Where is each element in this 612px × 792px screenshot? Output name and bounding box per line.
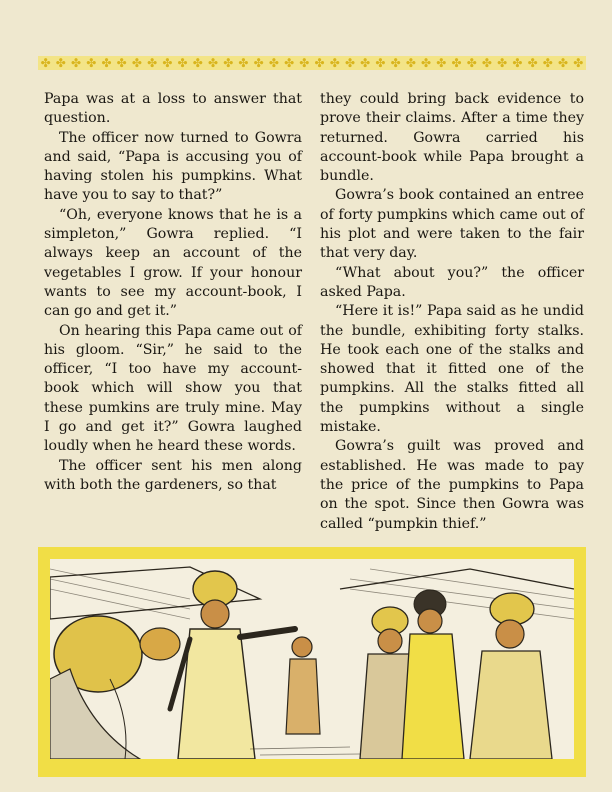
band-ornament-icon: ✤ [71, 56, 82, 70]
band-ornament-icon: ✤ [405, 56, 416, 70]
band-ornament-icon: ✤ [299, 56, 310, 70]
band-ornament-icon: ✤ [162, 56, 173, 70]
band-ornament-icon: ✤ [284, 56, 295, 70]
illustration-market-scene [50, 559, 574, 759]
band-ornament-icon: ✤ [329, 56, 340, 70]
band-ornament-icon: ✤ [558, 56, 569, 70]
decorative-border-band [38, 56, 586, 70]
band-ornament-icon: ✤ [497, 56, 508, 70]
band-ornament-icon: ✤ [40, 56, 51, 70]
band-ornament-icon: ✤ [101, 56, 112, 70]
band-ornament-icon: ✤ [177, 56, 188, 70]
paragraph: Papa was at a loss to answer that question. [44, 91, 302, 127]
band-ornament-icon: ✤ [238, 56, 249, 70]
band-ornament-icon: ✤ [421, 56, 432, 70]
paragraph: The officer now turned to Gowra and said, “Papa is accusing you of having stolen his pumpkins. What have you to say to that?” [44, 129, 302, 204]
illustration-frame [38, 547, 586, 777]
band-ornament-icon: ✤ [253, 56, 264, 70]
band-ornament-icon: ✤ [481, 56, 492, 70]
band-ornament-icon: ✤ [86, 56, 97, 70]
band-ornament-icon: ✤ [390, 56, 401, 70]
band-ornament-icon: ✤ [466, 56, 477, 70]
band-ornament-icon: ✤ [436, 56, 447, 70]
band-ornament-icon: ✤ [116, 56, 127, 70]
text-column-right [320, 90, 584, 534]
band-ornament-icon: ✤ [451, 56, 462, 70]
band-ornament-icon: ✤ [314, 56, 325, 70]
band-ornament-icon: ✤ [207, 56, 219, 70]
band-ornament-icon: ✤ [542, 56, 553, 70]
paragraph: they could bring back evidence to prove their claims. After a time they returned. Gowra carried his account-book while Papa brought a bundle. [320, 91, 584, 185]
paragraph: Gowra’s book contained an entree of forty pumpkins which came out of his plot and were taken to the fair that very day. [320, 187, 584, 262]
band-ornament-icon: ✤ [268, 56, 279, 70]
illustration-drawing [50, 559, 574, 759]
paragraph: Gowra’s guilt was proved and established. He was made to pay the price of the pumpkins to Papa on the spot. Since then Gowra was called “pumpkin thief.” [320, 438, 584, 532]
paragraph: “What about you?” the officer asked Papa. [320, 264, 584, 300]
paragraph: “Here it is!” Papa said as he undid the bundle, exhibiting forty stalks. He took each one of the stalks and showed that it fitted one of the pumpkins. All the stalks fitted all the pumpkins without a single mistake. [320, 303, 584, 436]
paragraph: On hearing this Papa came out of his gloom. “Sir,” he said to the officer, “I too have my account-book which will show you that these pumkins are truly mine. May I go and get it?” Gowra laughed loudly when he heard these words. [44, 322, 302, 455]
band-ornament-icon: ✤ [131, 56, 142, 70]
band-ornament-icon: ✤ [55, 56, 66, 70]
band-ornament-icon: ✤ [512, 56, 523, 70]
band-ornament-icon: ✤ [147, 56, 158, 70]
band-ornament-icon: ✤ [192, 56, 203, 70]
text-column-left [44, 90, 302, 495]
band-ornament-icon: ✤ [375, 56, 386, 70]
band-ornament-icon: ✤ [223, 56, 234, 70]
paragraph: “Oh, everyone knows that he is a simpleton,” Gowra replied. “I always keep an account of the vegetables I grow. If your honour wants to see my account-book, I can go and get it.” [44, 206, 302, 320]
band-ornament-icon: ✤ [360, 56, 371, 70]
band-ornament-icon: ✤ [344, 56, 356, 70]
band-ornament-icon: ✤ [527, 56, 538, 70]
paragraph: The officer sent his men along with both the gardeners, so that [44, 457, 302, 493]
band-ornament-icon: ✤ [573, 56, 584, 70]
